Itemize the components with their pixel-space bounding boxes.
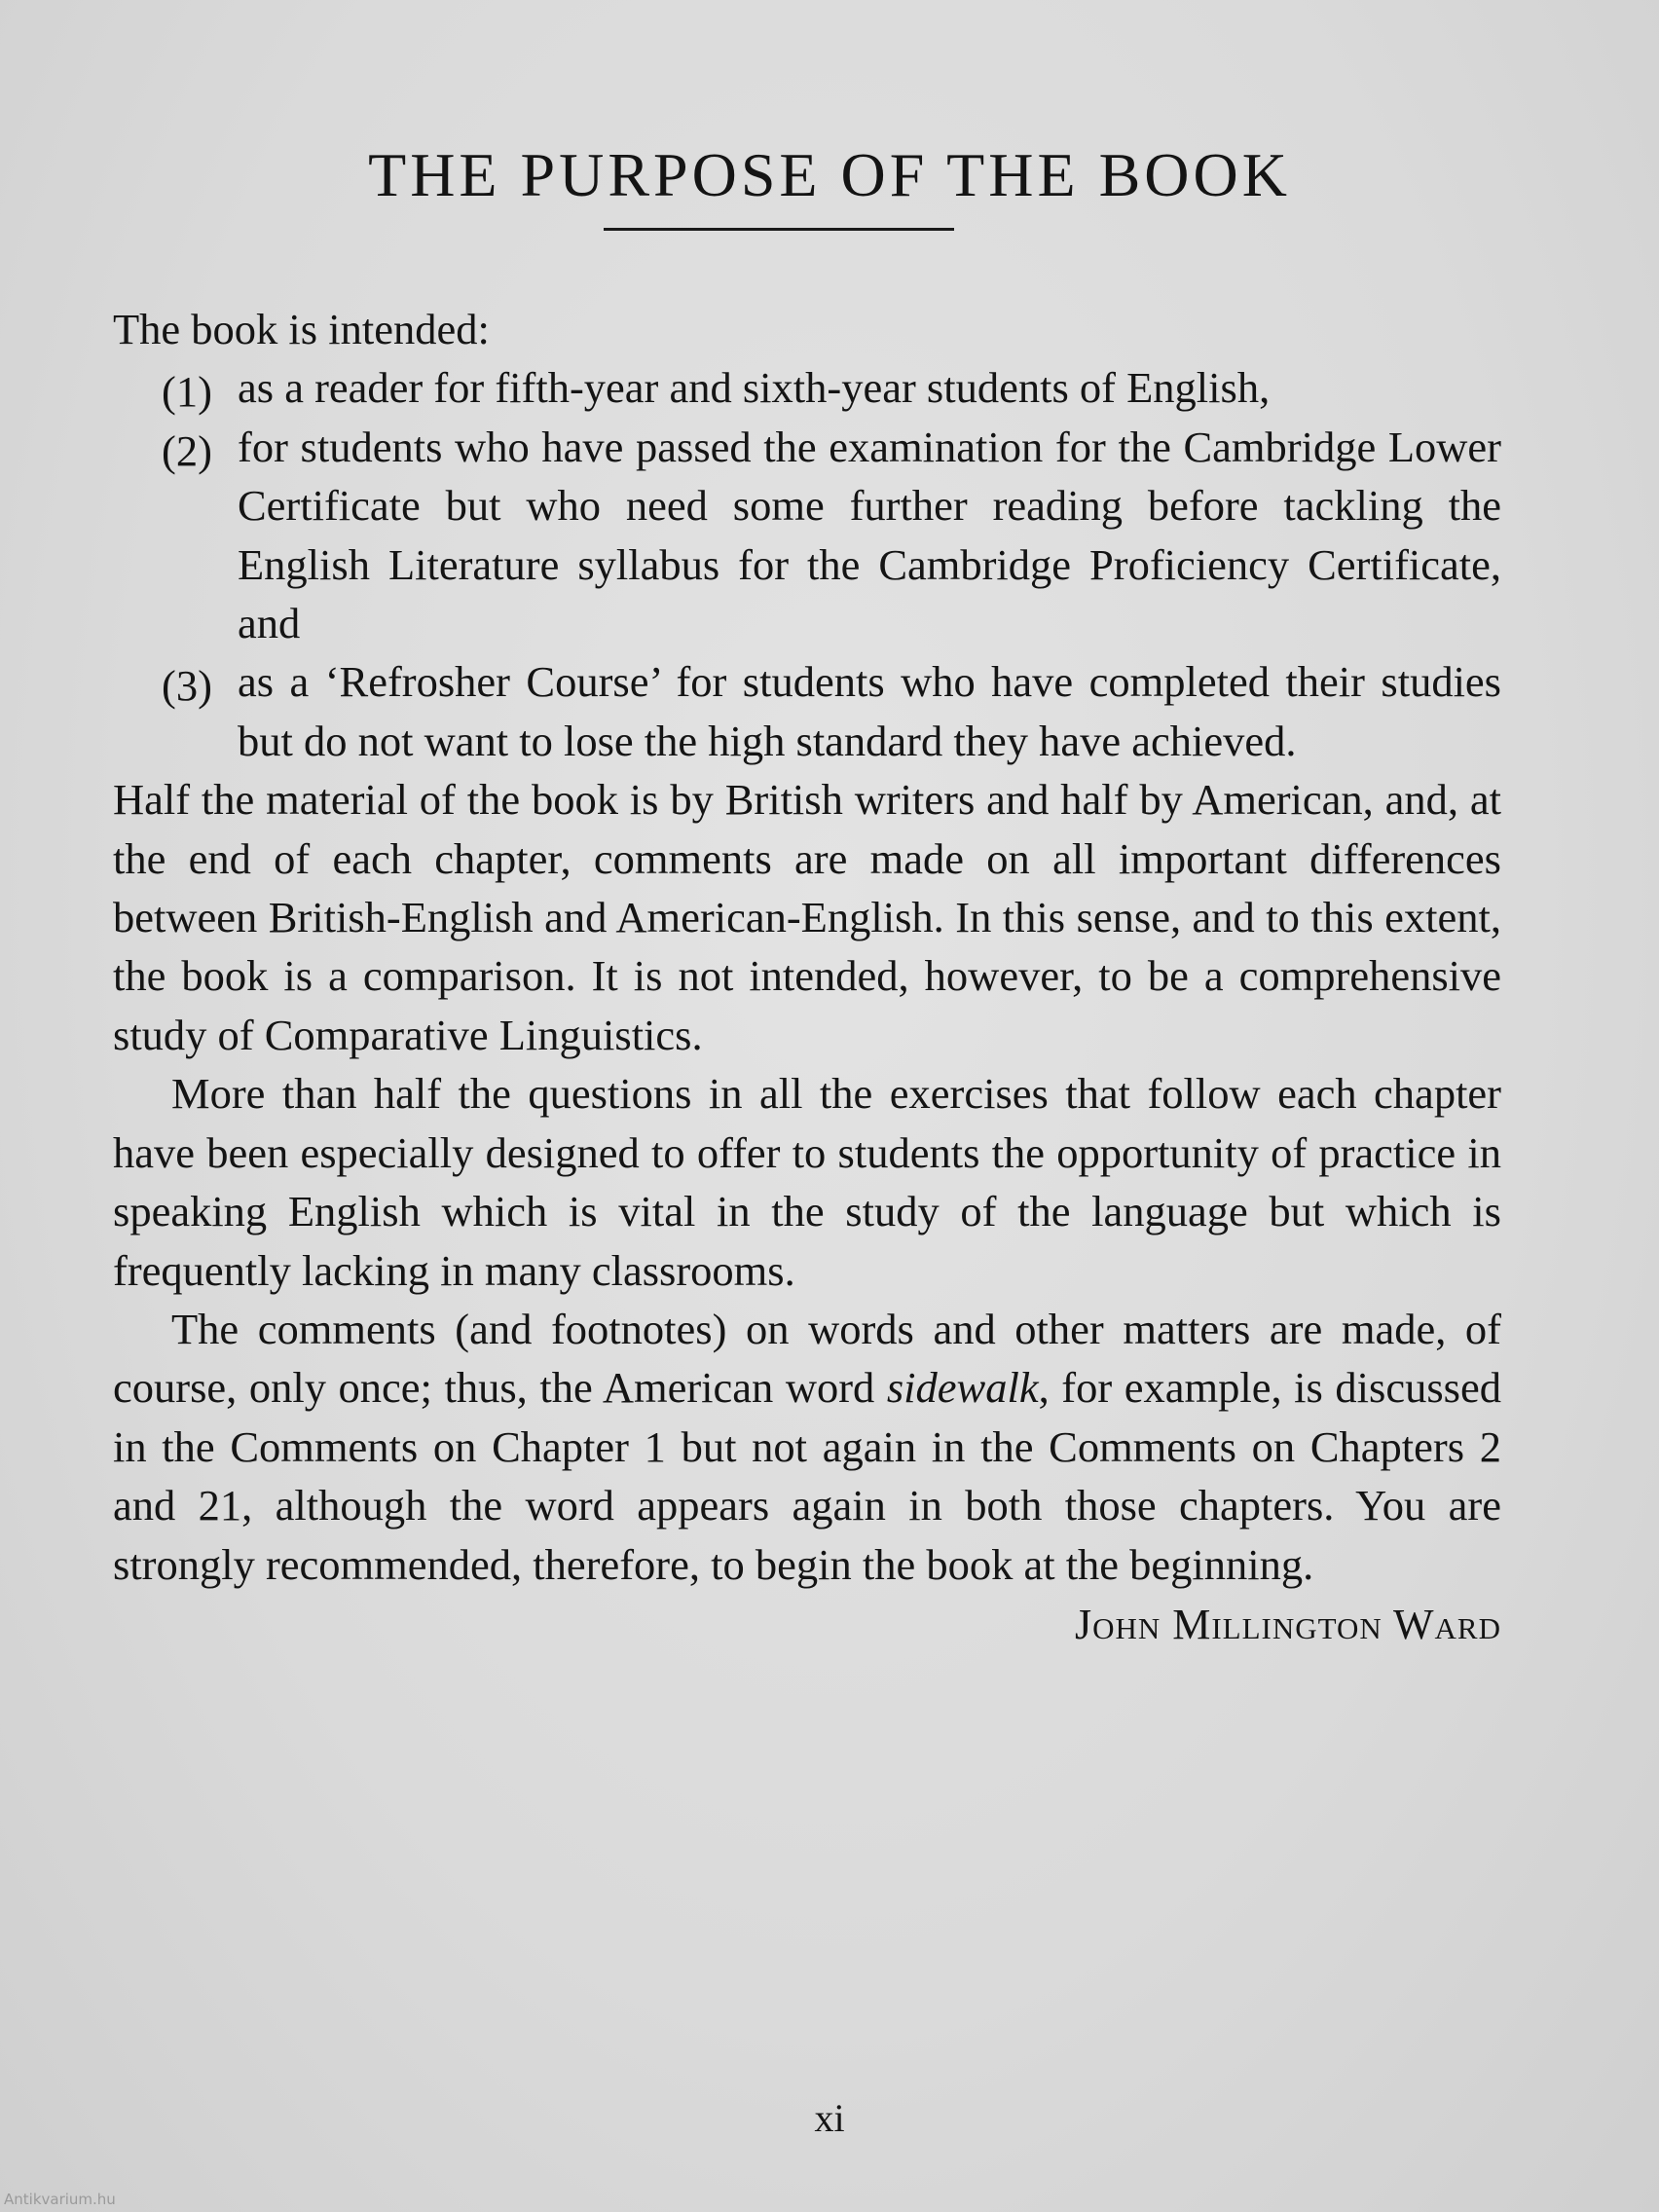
list-item-number: (2) <box>162 425 212 475</box>
list-item <box>113 358 1501 417</box>
purpose-list <box>113 358 1501 770</box>
page-body <box>113 300 1501 1654</box>
paragraph-comments-after: , for example, is discussed in the Comments on Chapter 1 but not again in the Comments on Chapters 2 and 21, although the word appears again in both those chapters. You are strongly recommended, therefore, to begin the book at the beginning. <box>113 1363 1501 1589</box>
watermark: Antikvarium.hu <box>4 2191 116 2208</box>
list-item-text: as a reader for fifth-year and sixth-year students of English, <box>238 363 1271 413</box>
paragraph-materials: Half the material of the book is by British writers and half by American, and, at the end of each chapter, comments are made on all important differences between British-English and American-English. In this sense, and to this extent, the book is a comparison. It is not intended, however, to be a comprehensive study of Comparative Linguistics. <box>113 775 1501 1059</box>
author-signature: John Millington Ward <box>1074 1600 1501 1648</box>
page-number: xi <box>814 2096 845 2140</box>
list-item-text: as a ‘Refrosher Course’ for students who have completed their studies but do not want to lose the high standard they have achieved. <box>238 657 1501 765</box>
paragraph-exercises: More than half the questions in all the exercises that follow each chapter have been especially designed to offer to students the opportunity of practice in speaking English which is vital in the study of the language but which is frequently lacking in many classrooms. <box>113 1069 1501 1295</box>
title-underline <box>604 228 954 231</box>
intro-line: The book is intended: <box>113 305 490 353</box>
list-item-number: (1) <box>162 367 212 417</box>
list-item-number: (3) <box>162 661 212 711</box>
paragraph-comments <box>113 1300 1501 1594</box>
list-item <box>113 652 1501 770</box>
paragraph-comments-before: The comments (and footnotes) on words and other matters are made, of course, only once; thus, the American word <box>113 1304 1501 1413</box>
list-item-text: for students who have passed the examination for the Cambridge Lower Certificate but who need some further reading before tackling the English Literature syllabus for the Cambridge Proficiency Certificate, and <box>238 422 1501 648</box>
list-item <box>113 418 1501 653</box>
paragraph-comments-emphasis: sidewalk <box>886 1363 1039 1413</box>
page-title: THE PURPOSE OF THE BOOK <box>368 140 1291 209</box>
